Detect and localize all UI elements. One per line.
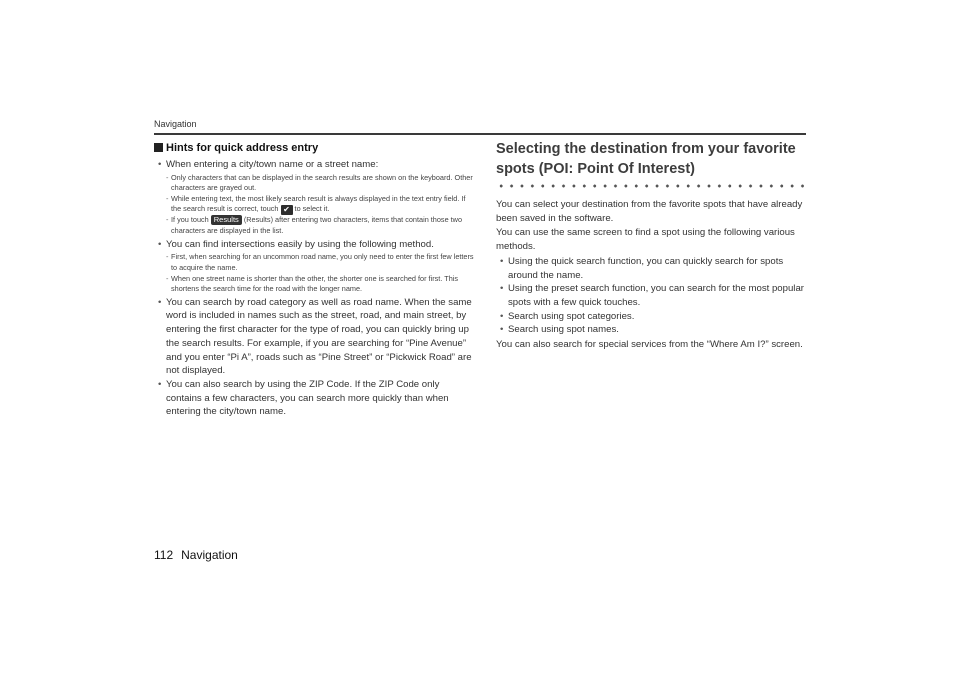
hint-2-sub-1: - First, when searching for an uncommon road name, you only need to enter the first few letters to acquire the name. — [166, 252, 474, 273]
methods-list — [496, 255, 808, 337]
hint-bullet-3-text: • You can search by road category as well as road name. When the same word is included in names such as the street, road, and main street, by entering the first character for the type of road, you can quickly bring up the search results. For example, if you are searching for “Pine Avenue” and you enter “Pi A”, roads such as “Pine Street” or “Pickwick Road” are not displayed. — [166, 296, 472, 377]
hints-list — [154, 158, 474, 419]
page-footer — [154, 548, 238, 562]
hint-bullet-1 — [154, 158, 474, 237]
hint-1-sub-3-text: If you touch — [171, 215, 209, 225]
intro-paragraph-2: You can use the same screen to find a spot using the following various methods. — [496, 227, 795, 253]
method-item-4: • Search using spot names. — [496, 323, 808, 337]
hint-1-sub-3 — [166, 215, 474, 236]
hint-2-sub-2: - When one street name is shorter than the other, the shorter one is searched for first. This shortens the search time for the road with the longer name. — [166, 274, 474, 295]
right-column — [496, 139, 808, 353]
hint-1-sub-2-tail: to select it. — [294, 204, 330, 214]
hint-1-sub-2-text: While entering text, the most likely search result is always displayed in the text entry field. If the search result is correct, touch — [171, 193, 466, 214]
results-button-icon: Results — [211, 215, 242, 225]
method-item-1: • Using the quick search function, you can quickly search for spots around the name. — [496, 255, 808, 282]
running-head: Navigation — [154, 119, 197, 129]
header-rule — [154, 133, 806, 135]
hint-2-sublist — [166, 252, 474, 294]
closing-paragraph: You can also search for special services from the “Where Am I?” screen. — [496, 339, 803, 351]
hint-bullet-2-text: • You can find intersections easily by using the following method. — [166, 238, 434, 250]
hints-subheading-text: Hints for quick address entry — [166, 142, 319, 154]
hint-1-sub-3-tail: (Results) after entering two characters, items that contain those two characters are displayed in the list. — [171, 215, 463, 236]
hint-bullet-1-text: • When entering a city/town name or a street name: — [166, 159, 379, 170]
left-column — [154, 141, 474, 419]
method-item-3: • Search using spot categories. — [496, 310, 808, 324]
page-number: 112 — [154, 548, 174, 562]
hint-1-sub-2 — [166, 194, 474, 216]
dotted-rule — [496, 183, 804, 189]
hint-bullet-3 — [154, 296, 474, 378]
checkmark-icon: ✔ — [281, 205, 293, 215]
hint-1-sublist — [166, 173, 474, 237]
hint-bullet-4-text: • You can also search by using the ZIP Code. If the ZIP Code only contains a few characters, you can search more quickly than when entering the city/town name. — [166, 378, 449, 418]
intro-paragraph-1: You can select your destination from the favorite spots that have already been saved in the software. — [496, 199, 803, 224]
square-bullet-icon — [154, 143, 163, 152]
section-title: Selecting the destination from your favorite spots (POI: Point Of Interest) — [496, 141, 796, 177]
hint-bullet-2 — [154, 238, 474, 295]
footer-section: Navigation — [181, 548, 238, 562]
method-item-2: • Using the preset search function, you can search for the most popular spots with a few quick touches. — [496, 282, 808, 309]
hint-bullet-4 — [154, 378, 474, 419]
hint-1-sub-1: - Only characters that can be displayed in the search results are shown on the keyboard. Other characters are grayed out. — [166, 173, 474, 194]
hints-subheading — [154, 141, 474, 155]
